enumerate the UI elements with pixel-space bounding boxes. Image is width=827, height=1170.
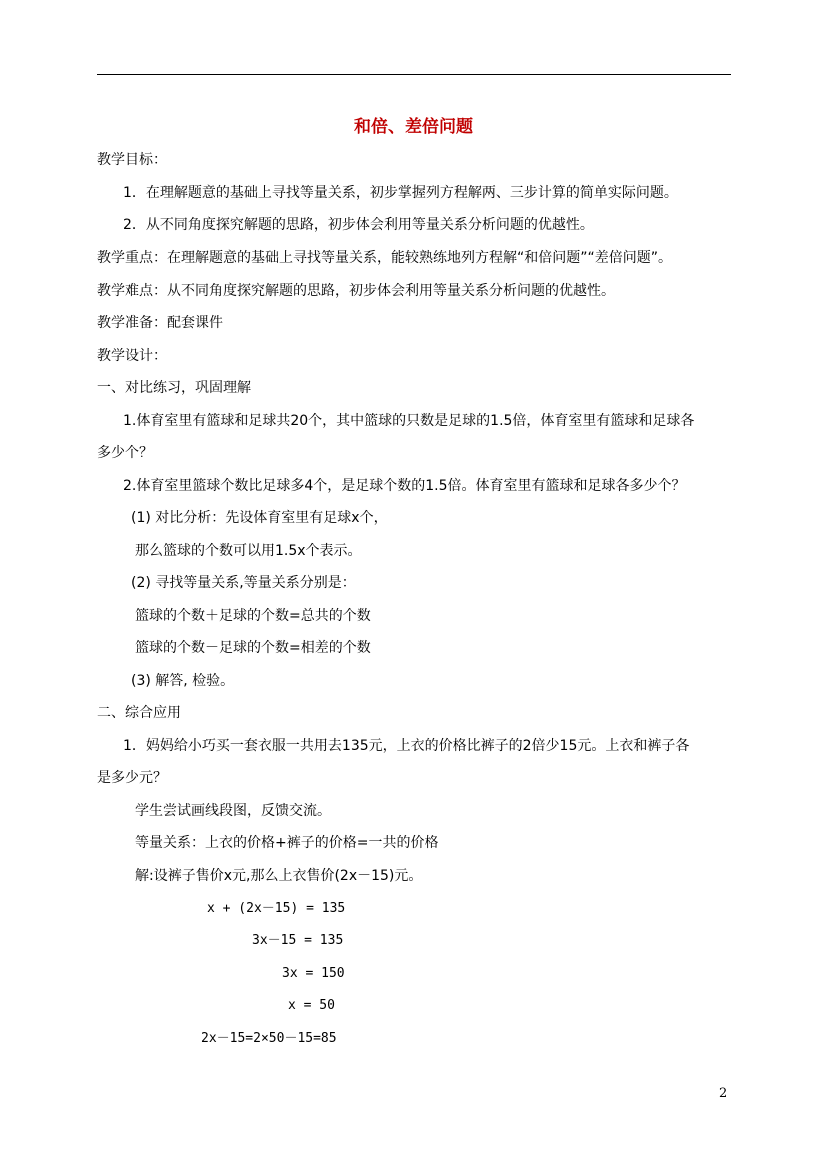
equation-4: x = 50: [288, 998, 335, 1013]
equation-1: x + (2x－15) = 135: [207, 901, 346, 916]
section-2-heading: 二、综合应用: [97, 705, 181, 721]
student-activity: 学生尝试画线段图，反馈交流。: [135, 803, 331, 819]
step-2: (2) 寻找等量关系,等量关系分别是：: [131, 575, 356, 591]
step-1-continued: 那么篮球的个数可以用1.5x个表示。: [135, 543, 362, 559]
problem-1-line-1: 1.体育室里有篮球和足球共20个，其中篮球的只数是足球的1.5倍，体育室里有篮球和足球各: [123, 413, 695, 429]
section-1-heading: 一、对比练习，巩固理解: [97, 380, 251, 396]
preparation: 教学准备：配套课件: [97, 315, 223, 331]
equation-2: 3x－15 = 135: [252, 933, 344, 948]
document-title: 和倍、差倍问题: [354, 117, 473, 137]
application-problem-line-2: 是多少元？: [97, 770, 167, 786]
design-heading: 教学设计：: [97, 348, 167, 364]
relation-2: 篮球的个数－足球的个数=相差的个数: [135, 640, 371, 656]
relation-1: 篮球的个数＋足球的个数=总共的个数: [135, 608, 371, 624]
equal-relation: 等量关系：上衣的价格+裤子的价格=一共的价格: [135, 835, 439, 851]
step-3: (3) 解答, 检验。: [131, 673, 235, 689]
key-point: 教学重点：在理解题意的基础上寻找等量关系，能较熟练地列方程解“和倍问题”“差倍问题”。: [97, 250, 673, 266]
page-number: 2: [719, 1086, 728, 1101]
problem-2: 2.体育室里篮球个数比足球多4个，是足球个数的1.5倍。体育室里有篮球和足球各多少个？: [123, 478, 686, 494]
equation-3: 3x = 150: [282, 966, 345, 981]
objective-2: 2．从不同角度探究解题的思路，初步体会利用等量关系分析问题的优越性。: [123, 217, 594, 233]
solution-intro: 解:设裤子售价x元,那么上衣售价(2x－15)元。: [135, 868, 423, 884]
difficult-point: 教学难点：从不同角度探究解题的思路，初步体会利用等量关系分析问题的优越性。: [97, 283, 615, 299]
header-rule: [97, 74, 731, 75]
problem-1-line-2: 多少个？: [97, 445, 153, 461]
step-1: (1) 对比分析：先设体育室里有足球x个，: [131, 510, 388, 526]
application-problem-line-1: 1．妈妈给小巧买一套衣服一共用去135元，上衣的价格比裤子的2倍少15元。上衣和裤子各: [123, 738, 690, 754]
equation-5: 2x－15=2×50－15=85: [201, 1031, 337, 1046]
objective-1: 1．在理解题意的基础上寻找等量关系，初步掌握列方程解两、三步计算的简单实际问题。: [123, 185, 678, 201]
objectives-heading: 教学目标：: [97, 152, 167, 168]
